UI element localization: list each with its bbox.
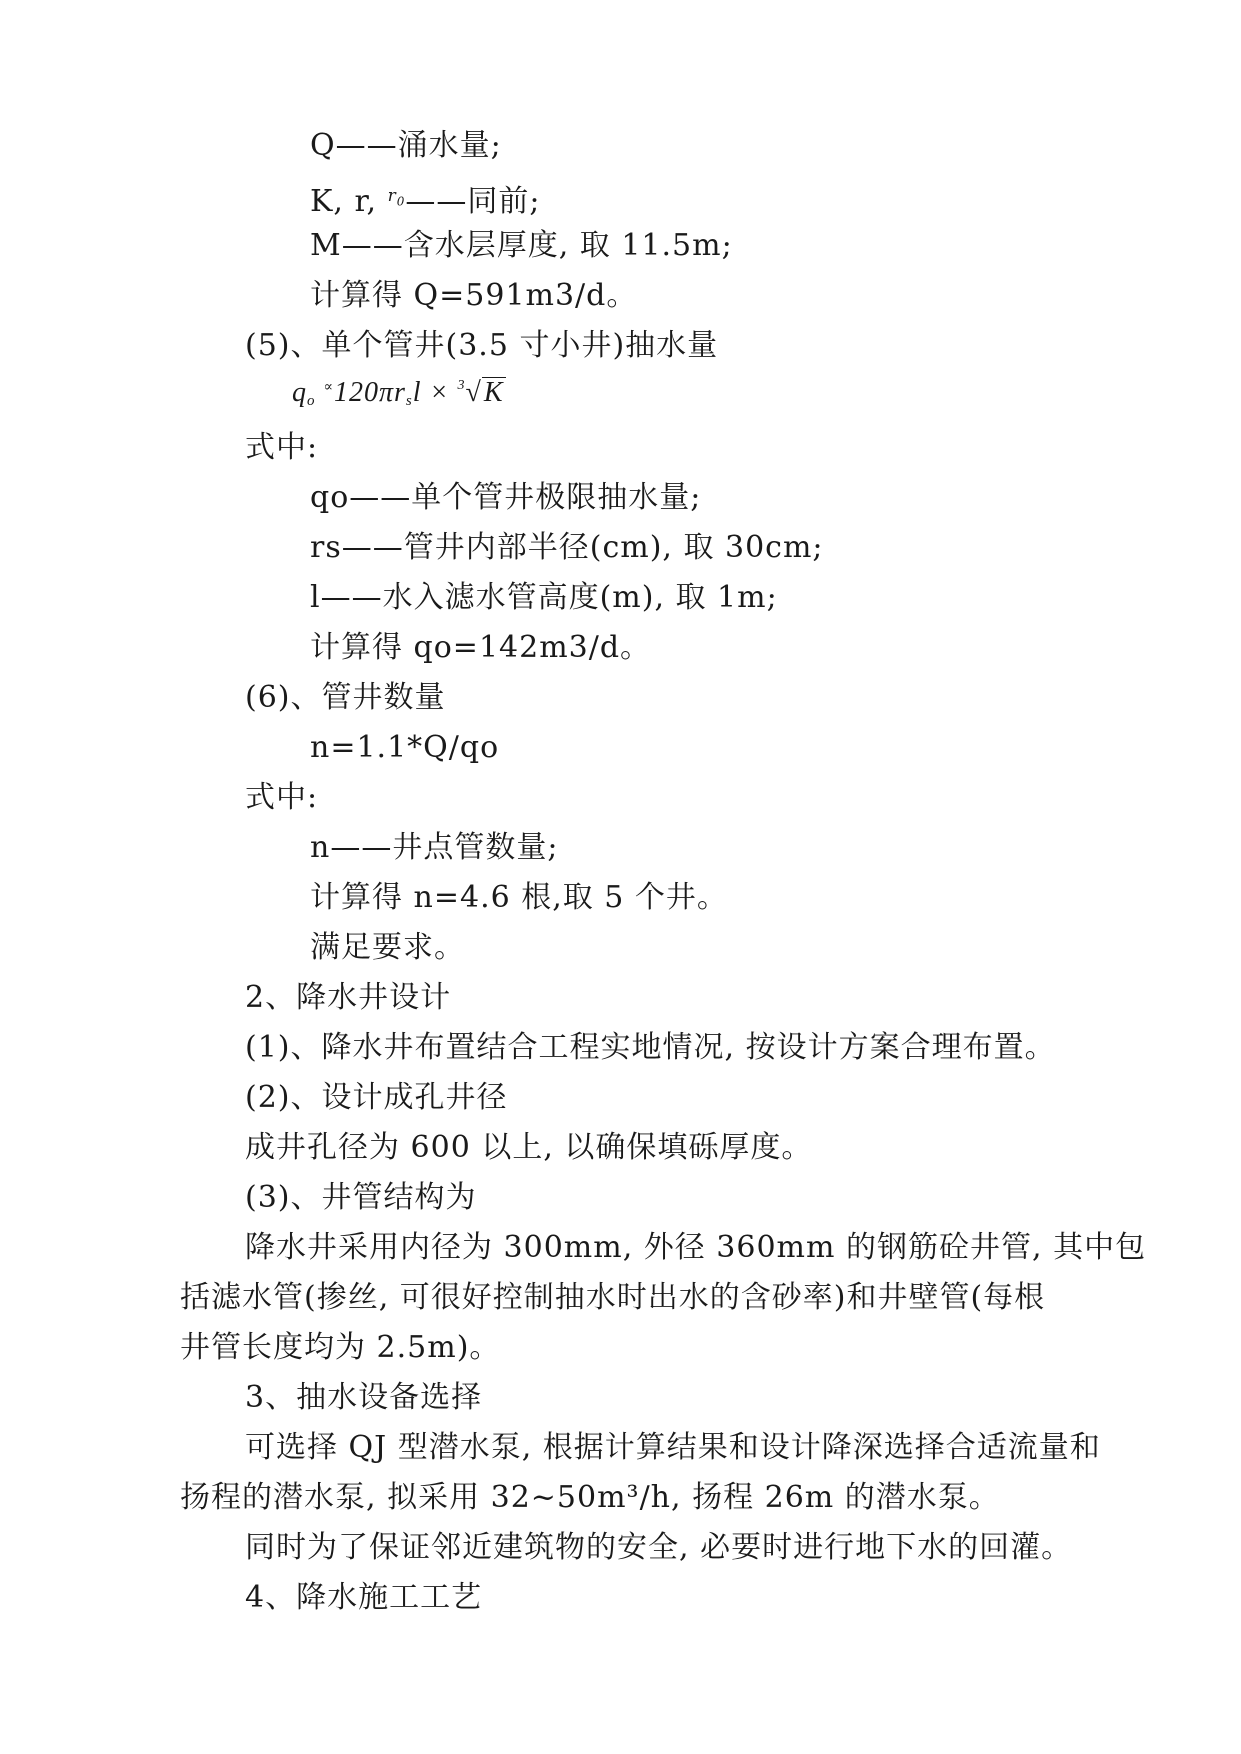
pipe-paragraph-line-1: 降水井采用内径为 300mm, 外径 360mm 的钢筋砼井管, 其中包 [245,1230,1147,1265]
where-label-1: 式中: [245,430,319,465]
r0-symbol: r0 [387,186,406,209]
item-2-2: (2)、设计成孔井径 [245,1080,508,1115]
m-definition: M——含水层厚度, 取 11.5m; [310,228,733,263]
l-definition: l——水入滤水管高度(m), 取 1m; [310,580,778,615]
rs-definition: rs——管井内部半径(cm), 取 30cm; [310,530,824,565]
q-definition: Q——涌水量; [310,128,502,163]
n-definition: n——井点管数量; [310,830,559,865]
pipe-paragraph-line-2: 括滤水管(掺丝, 可很好控制抽水时出水的含砂率)和井壁管(每根 [180,1280,1046,1315]
n-formula: n=1.1*Q/qo [310,730,500,765]
where-label-2: 式中: [245,780,319,815]
item-2-3: (3)、井管结构为 [245,1180,477,1215]
radical-sign: √ [465,377,482,408]
n-result: 计算得 n=4.6 根,取 5 个井。 [310,880,728,915]
satisfy-text: 满足要求。 [310,930,465,965]
section-6-heading: (6)、管井数量 [245,680,446,715]
k-r-suffix: ——同前; [405,184,541,219]
heading-2: 2、降水井设计 [245,980,452,1015]
pump-paragraph-line-1: 可选择 QJ 型潜水泵, 根据计算结果和设计降深选择合适流量和 [245,1430,1101,1465]
q-result: 计算得 Q=591m3/d。 [310,278,638,313]
item-2-2-text: 成井孔径为 600 以上, 以确保填砾厚度。 [245,1130,813,1165]
pipe-paragraph-line-3: 井管长度均为 2.5m)。 [180,1330,501,1365]
k-r-r0-definition [310,176,541,222]
approx-symbol: ∝ [323,380,334,395]
heading-4: 4、降水施工工艺 [245,1580,483,1615]
item-2-1: (1)、降水井布置结合工程实地情况, 按设计方案合理布置。 [245,1030,1056,1065]
heading-3: 3、抽水设备选择 [245,1380,483,1415]
qo-result: 计算得 qo=142m3/d。 [310,630,652,665]
recharge-paragraph: 同时为了保证邻近建筑物的安全, 必要时进行地下水的回灌。 [245,1530,1073,1565]
section-5-heading: (5)、单个管井(3.5 寸小井)抽水量 [245,328,719,363]
pump-paragraph-line-2: 扬程的潜水泵, 拟采用 32~50m³/h, 扬程 26m 的潜水泵。 [180,1480,1000,1515]
k-r-prefix: K, r, [310,184,378,219]
qo-definition: qo——单个管井极限抽水量; [310,480,702,515]
well-capacity-formula: $q_o$ $^\propto 120\pi r_sl \times ^3√K$ [292,377,504,409]
